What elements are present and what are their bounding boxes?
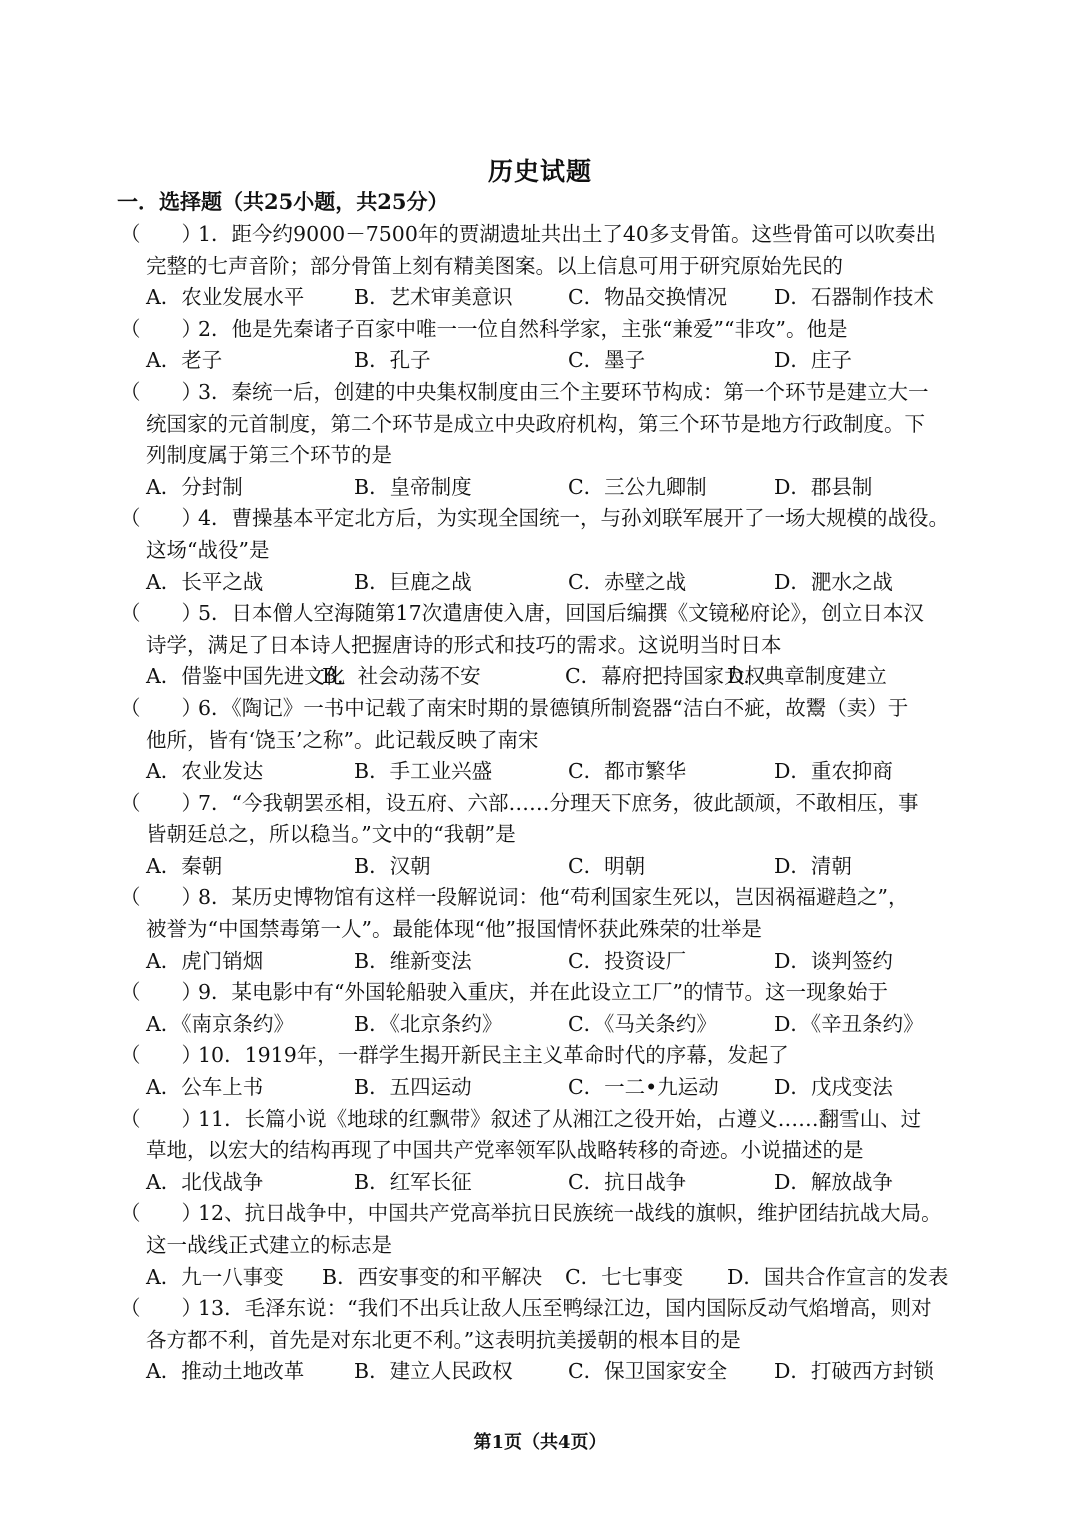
answer-option: B．西安事变的和平解决	[322, 1264, 543, 1289]
question-stem	[120, 1104, 980, 1136]
answer-blank: （ ）	[120, 506, 202, 531]
question-stem	[120, 377, 980, 409]
answer-option: C．物品交换情况	[568, 285, 728, 310]
question-item	[120, 693, 980, 788]
question-stem-continued	[120, 819, 980, 851]
answer-option: C．《马关条约》	[568, 1011, 717, 1036]
question-stem-continued	[120, 440, 980, 472]
answer-option: C．抗日战争	[568, 1169, 687, 1194]
question-stem	[120, 882, 980, 914]
answer-option: D．重农抑商	[774, 759, 893, 784]
answer-option: D．戊戌变法	[774, 1075, 893, 1100]
question-item	[120, 788, 980, 883]
answer-option: A．虎门销烟	[146, 948, 264, 973]
question-stem	[120, 219, 980, 251]
question-stem-continued	[120, 251, 980, 283]
question-text: 11．长篇小说《地球的红飘带》叙述了从湘江之役开始，占遵义……翻雪山、过	[198, 1106, 922, 1131]
answer-blank: （ ）	[120, 379, 202, 404]
answer-option: A．借鉴中国先进文化	[146, 664, 346, 689]
question-item	[120, 1040, 980, 1103]
answer-option: B．《北京条约》	[354, 1011, 503, 1036]
question-text: 5．日本僧人空海随第17次遣唐使入唐，回国后编撰《文镜秘府论》，创立日本汉	[198, 601, 924, 626]
answer-options	[120, 661, 980, 693]
answer-option: D．《辛丑条约》	[774, 1011, 924, 1036]
answer-option: B．红军长征	[354, 1169, 472, 1194]
question-text: 6．《陶记》一书中记载了南宋时期的景德镇所制瓷器“洁白不疵，故鬻（卖）于	[198, 695, 909, 720]
answer-option: C．墨子	[568, 348, 646, 373]
answer-option: C．明朝	[568, 853, 646, 878]
question-text: 8．某历史博物馆有这样一段解说词：他“苟利国家生死以，岂因祸福避趋之”，	[198, 885, 909, 910]
answer-option: C．赤壁之战	[568, 569, 687, 594]
answer-options	[120, 1262, 980, 1294]
answer-option: D．清朝	[774, 853, 852, 878]
answer-option: C．七七事变	[565, 1264, 684, 1289]
answer-option: D．庄子	[774, 348, 852, 373]
question-item	[120, 598, 980, 693]
answer-options	[120, 756, 980, 788]
answer-options	[120, 1072, 980, 1104]
answer-option: B．维新变法	[354, 948, 472, 973]
answer-options	[120, 472, 980, 504]
answer-blank: （ ）	[120, 1106, 202, 1131]
question-text: 12、抗日战争中，中国共产党高举抗日民族统一战线的旗帜，维护团结抗战大局。	[198, 1201, 942, 1226]
question-text: 9．某电影中有“外国轮船驶入重庆，并在此设立工厂”的情节。这一现象始于	[198, 980, 889, 1005]
answer-blank: （ ）	[120, 601, 202, 626]
answer-option: B．五四运动	[354, 1075, 472, 1100]
answer-options	[120, 851, 980, 883]
answer-option: D．石器制作技术	[774, 285, 934, 310]
answer-options	[120, 1356, 980, 1388]
answer-option: A．农业发达	[146, 759, 264, 784]
answer-option: C．三公九卿制	[568, 474, 707, 499]
question-stem	[120, 1198, 980, 1230]
question-stem-continued	[120, 409, 980, 441]
question-stem-continued	[120, 725, 980, 757]
question-item	[120, 1198, 980, 1293]
question-item	[120, 219, 980, 314]
answer-blank: （ ）	[120, 1043, 202, 1068]
question-text: 4．曹操基本平定北方后，为实现全国统一，与孙刘联军展开了一场大规模的战役。	[198, 506, 950, 531]
question-item	[120, 1104, 980, 1199]
answer-option: A．农业发展水平	[146, 285, 305, 310]
question-stem	[120, 1293, 980, 1325]
answer-blank: （ ）	[120, 316, 202, 341]
answer-option: C．投资设厂	[568, 948, 687, 973]
question-stem	[120, 1040, 980, 1072]
question-text: 各方都不利，首先是对东北更不利。”这表明抗美援朝的根本目的是	[146, 1327, 741, 1352]
answer-options	[120, 946, 980, 978]
answer-option: A．秦朝	[146, 853, 223, 878]
question-item	[120, 1293, 980, 1388]
question-text: 列制度属于第三个环节的是	[146, 443, 392, 468]
answer-option: A．分封制	[146, 474, 243, 499]
question-text: 皆朝廷总之，所以稳当。”文中的“我朝”是	[146, 822, 516, 847]
section-header: 一．选择题（共25小题，共25分）	[117, 189, 449, 214]
question-text: 统国家的元首制度，第二个环节是成立中央政府机构，第三个环节是地方行政制度。下	[146, 411, 925, 436]
answer-option: D．典章制度建立	[727, 664, 887, 689]
answer-option: C．一二•九运动	[568, 1075, 719, 1100]
answer-blank: （ ）	[120, 1201, 202, 1226]
question-stem-continued	[120, 1325, 980, 1357]
answer-option: D．谈判签约	[774, 948, 893, 973]
question-text: 完整的七声音阶；部分骨笛上刻有精美图案。以上信息可用于研究原始先民的	[146, 253, 843, 278]
question-text: 被誉为“中国禁毒第一人”。最能体现“他”报国情怀获此殊荣的壮举是	[146, 917, 762, 942]
question-stem	[120, 598, 980, 630]
question-item	[120, 977, 980, 1040]
question-item	[120, 882, 980, 977]
answer-option: C．都市繁华	[568, 759, 687, 784]
question-stem	[120, 788, 980, 820]
question-text: 草地，以宏大的结构再现了中国共产党率领军队战略转移的奇迹。小说描述的是	[146, 1138, 864, 1163]
question-stem	[120, 503, 980, 535]
answer-option: B．孔子	[354, 348, 431, 373]
answer-option: D．打破西方封锁	[774, 1359, 934, 1384]
answer-options	[120, 1167, 980, 1199]
answer-blank: （ ）	[120, 885, 202, 910]
question-stem	[120, 977, 980, 1009]
answer-blank: （ ）	[120, 222, 202, 246]
question-text: 10．1919年，一群学生揭开新民主主义革命时代的序幕，发起了	[198, 1043, 789, 1068]
answer-options	[120, 282, 980, 314]
answer-option: C．保卫国家安全	[568, 1359, 728, 1384]
answer-option: B．皇帝制度	[354, 474, 472, 499]
question-stem-continued	[120, 1135, 980, 1167]
page-title: 历史试题	[487, 157, 592, 186]
answer-option: B．巨鹿之战	[354, 569, 472, 594]
question-item	[120, 314, 980, 377]
answer-option: A．《南京条约》	[146, 1011, 295, 1036]
question-text: 这场“战役”是	[146, 537, 270, 562]
answer-blank: （ ）	[120, 790, 202, 815]
question-stem-continued	[120, 535, 980, 567]
answer-option: A．推动土地改革	[146, 1359, 305, 1384]
answer-option: B．手工业兴盛	[354, 759, 493, 784]
answer-option: C．幕府把持国家大权	[565, 664, 766, 689]
page-footer: 第1页（共4页）	[473, 1432, 607, 1453]
answer-option: B．汉朝	[354, 853, 431, 878]
answer-option: A．北伐战争	[146, 1169, 264, 1194]
answer-options	[120, 1009, 980, 1041]
question-list	[120, 219, 980, 1388]
answer-blank: （ ）	[120, 1296, 202, 1321]
answer-option: D．解放战争	[774, 1169, 893, 1194]
answer-option: B．社会动荡不安	[322, 664, 481, 689]
answer-blank: （ ）	[120, 695, 202, 720]
question-text: 7．“今我朝罢丞相，设五府、六部……分理天下庶务，彼此颉颃，不敢相压，事	[198, 790, 919, 815]
answer-option: A．九一八事变	[146, 1264, 284, 1289]
answer-option: A．长平之战	[146, 569, 264, 594]
question-text: 3．秦统一后，创建的中央集权制度由三个主要环节构成：第一个环节是建立大一	[198, 379, 929, 404]
answer-options	[120, 567, 980, 599]
question-text: 这一战线正式建立的标志是	[146, 1233, 392, 1257]
answer-option: D．郡县制	[774, 474, 873, 499]
question-stem-continued	[120, 1230, 980, 1262]
question-stem	[120, 693, 980, 725]
answer-blank: （ ）	[120, 980, 202, 1005]
question-stem-continued	[120, 630, 980, 662]
question-text: 诗学，满足了日本诗人把握唐诗的形式和技巧的需求。这说明当时日本	[146, 632, 782, 657]
answer-option: D．国共合作宣言的发表	[727, 1264, 949, 1289]
answer-option: A．公车上书	[146, 1075, 264, 1100]
question-stem	[120, 314, 980, 346]
question-text: 13．毛泽东说：“我们不出兵让敌人压至鸭绿江边，国内国际反动气焰增高，则对	[198, 1296, 932, 1321]
question-item	[120, 503, 980, 598]
question-text: 2．他是先秦诸子百家中唯一一位自然科学家，主张“兼爱”“非攻”。他是	[198, 316, 848, 341]
answer-option: D．淝水之战	[774, 569, 893, 594]
answer-options	[120, 345, 980, 377]
answer-option: A．老子	[146, 348, 223, 373]
answer-option: B．建立人民政权	[354, 1359, 513, 1384]
answer-option: B．艺术审美意识	[354, 285, 513, 310]
question-text: 他所，皆有‘饶玉’之称”。此记载反映了南宋	[146, 727, 539, 752]
question-item	[120, 377, 980, 503]
question-text: 1．距今约9000－7500年的贾湖遗址共出土了40多支骨笛。这些骨笛可以吹奏出	[198, 222, 936, 246]
question-stem-continued	[120, 914, 980, 946]
